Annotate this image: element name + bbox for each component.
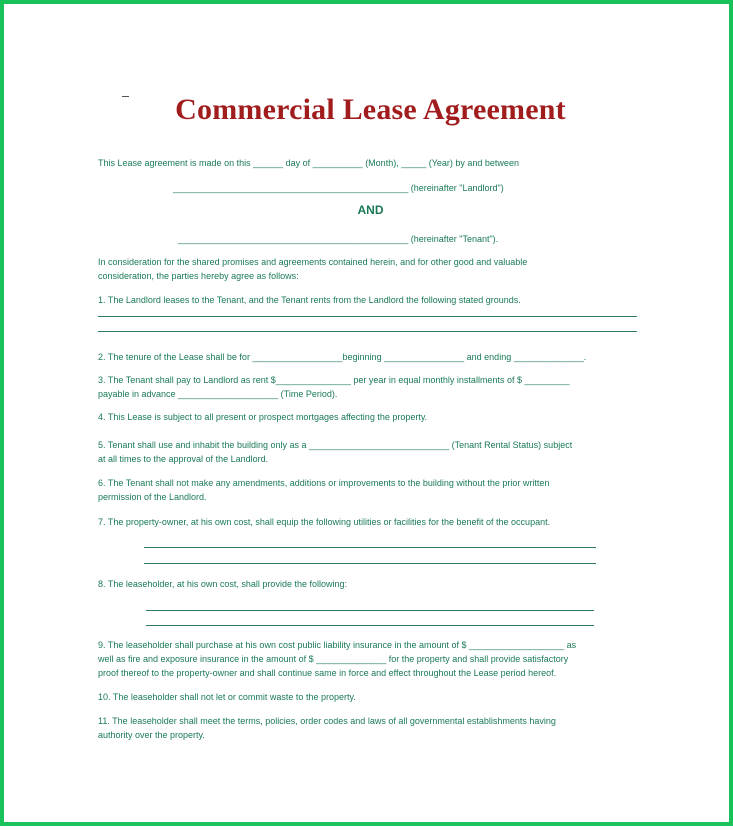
clause-10: 10. The leaseholder shall not let or commit waste to the property. bbox=[98, 692, 356, 702]
clause-2: 2. The tenure of the Lease shall be for __________________beginning ________________ and ending ______________. bbox=[98, 352, 587, 362]
and-heading: AND bbox=[357, 203, 384, 217]
clause-1: 1. The Landlord leases to the Tenant, and the Tenant rents from the Landlord the following stated grounds. bbox=[98, 295, 521, 305]
clause-5-line-2: at all times to the approval of the Landlord. bbox=[98, 454, 269, 464]
consideration-line-1: In consideration for the shared promises and agreements contained herein, and for other good and valuable bbox=[98, 257, 528, 267]
clause-6-line-2: permission of the Landlord. bbox=[98, 492, 207, 502]
intro-line: This Lease agreement is made on this ______ day of __________ (Month), _____ (Year) by and between bbox=[98, 158, 519, 168]
lease-page bbox=[98, 4, 643, 830]
clause-7-blank-2 bbox=[144, 563, 596, 564]
clause-9-line-2: well as fire and exposure insurance in the amount of $ ______________ for the property and shall provide satisfactory bbox=[98, 654, 569, 664]
clause-5-line-1: 5. Tenant shall use and inhabit the building only as a ____________________________ (Tenant Rental Status) subject bbox=[98, 440, 573, 450]
clause-4: 4. This Lease is subject to all present or prospect mortgages affecting the property. bbox=[98, 412, 428, 422]
clause-8: 8. The leaseholder, at his own cost, shall provide the following: bbox=[98, 579, 347, 589]
clause-1-blank-1 bbox=[98, 316, 637, 317]
clause-3-line-2: payable in advance ____________________ (Time Period). bbox=[98, 389, 338, 399]
clause-3-line-1: 3. The Tenant shall pay to Landlord as rent $_______________ per year in equal monthly installments of $ _________ bbox=[98, 375, 570, 385]
consideration-line-2: consideration, the parties hereby agree as follows: bbox=[98, 271, 299, 281]
clause-9-line-1: 9. The leaseholder shall purchase at his own cost public liability insurance in the amount of $ ___________________ as bbox=[98, 640, 577, 650]
clause-8-blank-2 bbox=[146, 625, 594, 626]
clause-8-blank-1 bbox=[146, 610, 594, 611]
clause-11-line-1: 11. The leaseholder shall meet the terms, policies, order codes and laws of all governmental establishments having bbox=[98, 716, 556, 726]
clause-7: 7. The property-owner, at his own cost, shall equip the following utilities or facilities for the benefit of the occupant. bbox=[98, 517, 551, 527]
clause-11-line-2: authority over the property. bbox=[98, 730, 205, 740]
clause-1-blank-2 bbox=[98, 331, 637, 332]
tenant-line: ______________________________________________ (hereinafter "Tenant"). bbox=[178, 234, 499, 244]
clause-9-line-3: proof thereof to the property-owner and shall continue same in force and effect throughout the Lease period hereof. bbox=[98, 668, 557, 678]
clause-7-blank-1 bbox=[144, 547, 596, 548]
document-title: Commercial Lease Agreement bbox=[175, 93, 566, 126]
clause-6-line-1: 6. The Tenant shall not make any amendments, additions or improvements to the building without the prior written bbox=[98, 478, 550, 488]
landlord-line: _______________________________________________ (hereinafter "Landlord") bbox=[173, 183, 504, 193]
